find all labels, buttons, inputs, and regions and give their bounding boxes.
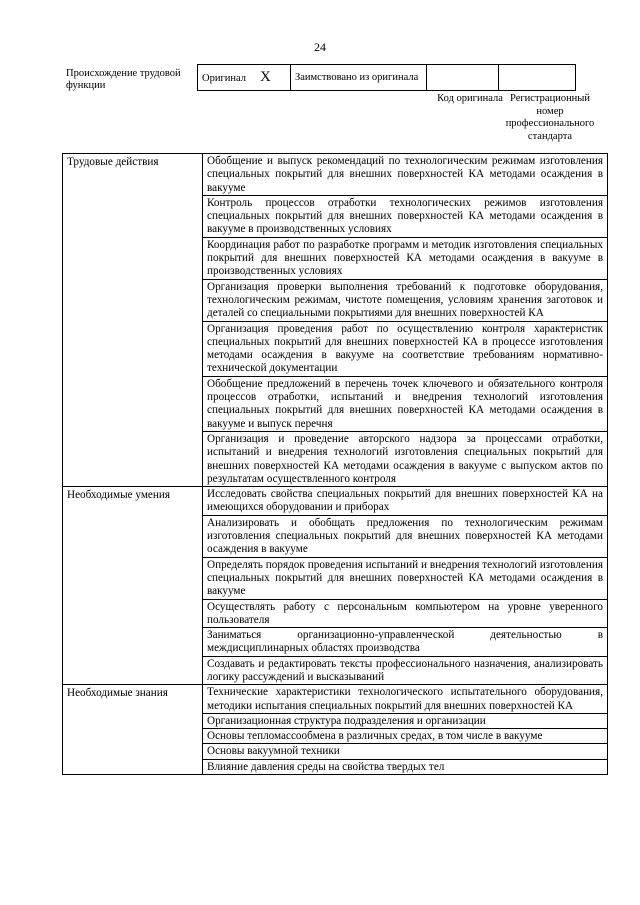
- section-title: Необходимые умения: [63, 487, 203, 685]
- section-item: Технические характеристики технологического испытательного оборудования, методики испытания специальных покрытий для внешних поверхностей КА: [203, 685, 608, 714]
- page-number: 24: [314, 40, 326, 54]
- code-label: Код оригинала: [437, 93, 503, 104]
- section-item: Создавать и редактировать тексты профессионального назначения, анализировать логику рассуждений и высказываний: [203, 656, 608, 685]
- section-item: Анализировать и обобщать предложения по технологическим режимам изготовления специальных покрытий для внешних поверхностей КА методами осаждения в вакууме: [203, 515, 608, 557]
- table-row: [63, 154, 608, 196]
- reg-number-cell: [499, 65, 576, 91]
- original-label: Оригинал: [202, 73, 246, 84]
- labor-function-table: [62, 153, 608, 775]
- section-item: Координация работ по разработке программ и методик изготовления специальных покрытий для внешних поверхностей КА методами осаждения в вакууме в производственных условиях: [203, 237, 608, 279]
- section-item: Влияние давления среды на свойства твердых тел: [203, 759, 608, 774]
- reg-number-label: Регистрационный номер профессионального стандарта: [505, 93, 595, 142]
- section-title: Необходимые знания: [63, 685, 203, 775]
- original-mark: X: [260, 69, 271, 85]
- section-item: Обобщение предложений в перечень точек ключевого и обязательного контроля процессов отработки, испытаний и внедрения технологий изготовления специальных покрытий для внешних поверхностей КА методами осаждения в вакууме и выпуск перечня: [203, 376, 608, 431]
- section-item: Организационная структура подразделения и организации: [203, 713, 608, 728]
- section-item: Контроль процессов отработки технологических режимов изготовления специальных покрытий для внешних поверхностей КА методами осаждения в вакууме в производственных условиях: [203, 195, 608, 237]
- section-item: Осуществлять работу с персональным компьютером на уровне уверенного пользователя: [203, 599, 608, 628]
- code-cell: [427, 65, 499, 91]
- section-item: Обобщение и выпуск рекомендаций по технологическим режимам изготовления специальных покрытий для внешних поверхностей КА методами осаждения в вакууме: [203, 154, 608, 196]
- table-row: [63, 685, 608, 714]
- section-item: Заниматься организационно-управленческой деятельностью в междисциплинарных областях производства: [203, 628, 608, 657]
- origin-label: Происхождение трудовой функции: [66, 68, 181, 91]
- borrowed-cell: Заимствовано из оригинала: [291, 65, 427, 91]
- section-item: Основы вакуумной техники: [203, 744, 608, 759]
- table-row: [63, 487, 608, 516]
- section-title: Трудовые действия: [63, 154, 203, 487]
- section-item: Организация проведения работ по осуществлению контроля характеристик специальных покрытий для внешних поверхностей КА в процессе изготовления методами осаждения в вакууме на соответствие требованиям нормативно-технической документации: [203, 321, 608, 376]
- original-cell: [198, 65, 291, 91]
- section-item: Основы тепломассообмена в различных средах, в том числе в вакууме: [203, 729, 608, 744]
- section-item: Исследовать свойства специальных покрытий для внешних поверхностей КА на имеющихся оборудовании и приборах: [203, 487, 608, 516]
- origin-table: [197, 64, 576, 91]
- section-item: Организация и проведение авторского надзора за процессами отработки, испытаний и внедрения технологий изготовления специальных покрытий для внешних поверхностей КА методами осаждения в вакууме с выпуском актов по результатам осуществленного контроля: [203, 431, 608, 486]
- section-item: Организация проверки выполнения требований к подготовке оборудования, технологическим режимам, чистоте помещения, условиям хранения заготовок и деталей со специальными покрытиями для внешних поверхностей КА: [203, 279, 608, 321]
- section-item: Определять порядок проведения испытаний и внедрения технологий изготовления специальных покрытий для внешних поверхностей КА методами осаждения в вакууме: [203, 557, 608, 599]
